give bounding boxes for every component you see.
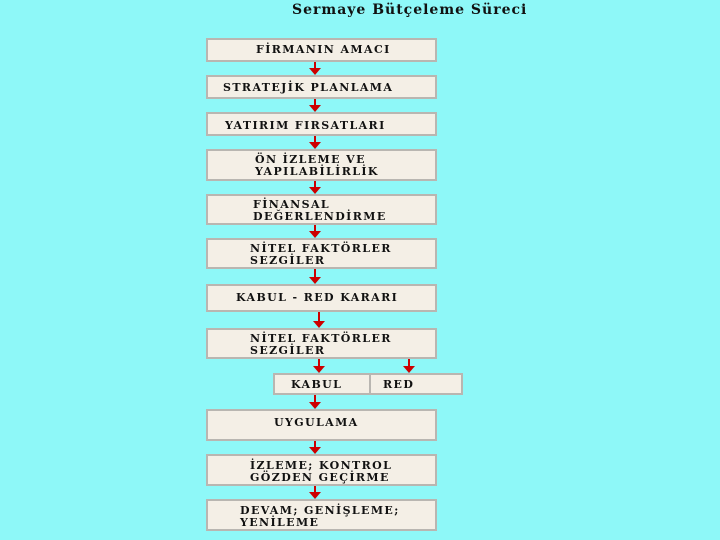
step-label: NİTEL FAKTÖRLER SEZGİLER <box>250 332 392 357</box>
step-firm-goal <box>206 38 437 62</box>
flow-arrow <box>308 395 322 409</box>
diagram-title-text: Sermaye Bütçeleme Süreci <box>292 2 528 18</box>
flow-arrow <box>308 99 322 112</box>
step-monitoring-control <box>206 454 437 486</box>
step-qualitative-factors-1 <box>206 238 437 269</box>
step-label: KABUL - RED KARARI <box>236 291 399 304</box>
decision-accept-label: KABUL <box>291 378 343 391</box>
flow-arrow <box>308 225 322 238</box>
decision-reject-box <box>369 373 463 395</box>
step-strategic-planning <box>206 75 437 99</box>
flow-arrow <box>308 62 322 75</box>
flow-arrow <box>308 486 322 499</box>
step-label: FİRMANIN AMACI <box>256 43 391 56</box>
flow-arrow <box>308 269 322 284</box>
step-label: UYGULAMA <box>274 416 359 429</box>
decision-reject-label: RED <box>383 378 415 391</box>
flow-arrow <box>308 136 322 149</box>
flow-arrow-accept <box>312 359 326 373</box>
step-qualitative-factors-2 <box>206 328 437 359</box>
flow-arrow <box>308 181 322 194</box>
flow-arrow <box>308 441 322 454</box>
flow-arrow-reject <box>402 359 416 373</box>
step-investment-opportunities <box>206 112 437 136</box>
step-screening-feasibility <box>206 149 437 181</box>
flow-arrow <box>312 312 326 328</box>
step-label: ÖN İZLEME VE YAPILABİLİRLİK <box>255 153 379 178</box>
step-accept-reject-decision <box>206 284 437 312</box>
step-implementation <box>206 409 437 441</box>
step-label: DEVAM; GENİŞLEME; YENİLEME <box>240 504 400 529</box>
step-label: NİTEL FAKTÖRLER SEZGİLER <box>250 242 392 267</box>
step-label: STRATEJİK PLANLAMA <box>223 81 394 94</box>
step-label: YATIRIM FIRSATLARI <box>225 119 386 132</box>
step-financial-evaluation <box>206 194 437 225</box>
step-label: İZLEME; KONTROL GÖZDEN GEÇİRME <box>250 459 393 484</box>
step-label: FİNANSAL DEĞERLENDİRME <box>253 198 387 223</box>
step-continue-expand-renew <box>206 499 437 531</box>
decision-accept-box <box>273 373 371 395</box>
